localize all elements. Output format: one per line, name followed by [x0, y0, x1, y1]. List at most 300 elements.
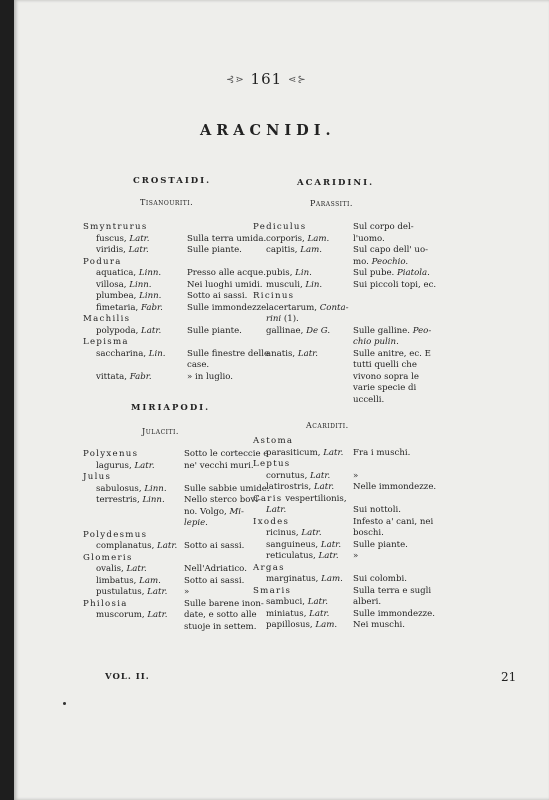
species-name: papillosus, — [266, 620, 316, 630]
list-item — [253, 257, 443, 269]
habitat-note — [353, 620, 405, 632]
subsection-tisanouriti: Tisanouriti. — [140, 198, 194, 207]
taxon-name — [83, 599, 128, 609]
taxon-name — [253, 540, 341, 550]
author-name: Lam. — [139, 575, 161, 586]
taxon-name — [253, 314, 299, 324]
habitat-text: Sulle piante. — [187, 325, 242, 336]
ornament-left: ⊰⋗ — [226, 74, 245, 86]
habitat-note — [353, 551, 358, 563]
list-item — [83, 372, 263, 384]
list-item — [253, 360, 443, 372]
genus-name: Podura — [83, 256, 122, 267]
section-title-miriapodi: MIRIAPODI. — [131, 403, 211, 413]
author-name: Latr. — [134, 460, 155, 471]
list-item — [253, 372, 443, 384]
taxon-name — [253, 291, 294, 301]
list-item — [83, 518, 263, 530]
taxon-name — [253, 245, 322, 255]
list-item — [253, 505, 443, 517]
taxon-name — [253, 574, 343, 584]
taxon-name — [83, 222, 148, 232]
taxon-name — [83, 610, 168, 620]
author-name: Latr. — [141, 325, 162, 336]
habitat-note — [184, 564, 247, 576]
habitat-note — [184, 576, 244, 588]
taxon-name — [253, 436, 293, 446]
list-item — [253, 586, 443, 598]
species-name: cornutus, — [266, 470, 311, 481]
habitat-note — [353, 222, 414, 234]
taxon-name — [253, 609, 329, 619]
habitat-note — [353, 268, 430, 280]
subsection-acariditi: Acariditi. — [306, 421, 349, 430]
taxon-name — [83, 257, 122, 267]
habitat-italic: Mi- — [229, 506, 244, 517]
author-name: Linn. — [138, 268, 162, 278]
list-item — [83, 576, 263, 588]
genus-name: Glomeris — [83, 552, 133, 563]
list-item — [83, 507, 263, 519]
taxon-name — [253, 326, 330, 336]
habitat-text: boschi. — [353, 528, 384, 538]
habitat-italic: Peo- — [412, 325, 432, 336]
genus-name: Polyxenus — [83, 449, 139, 459]
list-item — [83, 360, 263, 372]
page-dot — [63, 702, 66, 705]
list-item — [253, 551, 443, 563]
habitat-text: varie specie di — [353, 383, 417, 393]
author-name: De G. — [306, 325, 331, 336]
taxon-name — [83, 291, 161, 301]
habitat-note — [353, 517, 433, 529]
taxon-name — [253, 517, 289, 527]
habitat-text: case. — [187, 360, 210, 370]
author-name: Fabr. — [141, 302, 163, 313]
taxon-name — [83, 234, 150, 244]
taxon-name — [83, 349, 166, 359]
author-name: Latr. — [129, 233, 150, 244]
habitat-text: tutti quelli che — [353, 360, 417, 370]
list-item — [83, 530, 263, 542]
genus-name: Smaris — [253, 585, 292, 596]
list-item — [83, 302, 269, 315]
species-name: saccharina, — [96, 348, 149, 359]
author-name: Linn. — [144, 483, 167, 494]
list-item — [253, 314, 443, 326]
species-name: villosa, — [96, 279, 130, 290]
habitat-text: » — [184, 587, 190, 597]
list-item — [83, 233, 267, 246]
habitat-note — [184, 507, 244, 519]
species-name: reticulatus, — [266, 551, 319, 561]
taxon-name — [253, 482, 334, 492]
habitat-text: Nello sterco bovi- — [184, 495, 261, 505]
species-name: gallinae, — [266, 325, 307, 336]
species-name: aquatica, — [96, 268, 139, 278]
genus-name: Ricinus — [253, 291, 295, 301]
list-item — [83, 610, 263, 622]
species-name: vittata, — [96, 371, 130, 382]
list-item — [253, 597, 443, 609]
habitat-text: Sotto ai sassi. — [184, 541, 245, 551]
habitat-text: Sul corpo del- — [353, 222, 414, 232]
volume-label: VOL. II. — [105, 672, 150, 682]
habitat-note — [353, 471, 358, 483]
list-item — [253, 436, 443, 448]
ornament-right: ⋖⊱ — [287, 74, 307, 86]
habitat-note — [353, 372, 419, 384]
taxon-name — [83, 587, 167, 597]
list-item — [253, 563, 443, 575]
list-item — [83, 461, 263, 473]
page-number: 161 — [250, 70, 283, 88]
taxon-name — [253, 448, 343, 458]
name-continuation: vespertilionis, — [282, 493, 347, 504]
list-item — [253, 471, 443, 483]
list-item — [253, 395, 443, 407]
name-continuation: (1). — [281, 314, 299, 324]
habitat-italic: chio pulin. — [353, 337, 399, 347]
habitat-note — [353, 609, 435, 621]
habitat-note — [353, 280, 436, 292]
habitat-note — [184, 610, 257, 622]
habitat-note — [353, 234, 385, 246]
taxon-name — [253, 222, 306, 232]
taxon-name — [83, 372, 152, 382]
taxon-name — [83, 303, 163, 313]
taxon-name — [83, 541, 177, 551]
habitat-text: Sotto ai sassi. — [184, 575, 245, 586]
author-name: Latr. — [323, 447, 344, 458]
habitat-text: Sulle galline. — [353, 325, 413, 336]
author-name: Latr. — [297, 348, 319, 359]
habitat-text: l'uomo. — [353, 233, 385, 244]
species-name: viridis, — [96, 245, 129, 255]
list-item — [83, 245, 263, 257]
taxon-name — [83, 268, 161, 278]
author-name: Latr. — [313, 482, 335, 492]
taxon-name — [253, 505, 286, 515]
list-item — [253, 620, 443, 632]
author-name: Fabr. — [129, 371, 152, 382]
section-title-crostaidi: CROSTAIDI. — [133, 176, 212, 186]
habitat-text: uccelli. — [353, 394, 385, 405]
genus-name: Lepisma — [83, 337, 129, 347]
subsection-julaciti: Julaciti. — [142, 427, 179, 436]
list-item — [253, 540, 443, 552]
taxon-name — [83, 326, 161, 336]
habitat-note — [187, 291, 247, 303]
taxon-name — [253, 303, 348, 313]
author-name: Latr. — [128, 245, 149, 255]
habitat-note — [353, 360, 417, 372]
author-name: Latr. — [157, 541, 178, 551]
habitat-text: date, e sotto alle — [184, 610, 257, 620]
list-acariditi — [253, 436, 443, 632]
list-item — [83, 495, 263, 507]
page-title: ARACNIDI. — [200, 122, 336, 139]
species-name: sabulosus, — [96, 483, 145, 494]
list-crostaidi — [83, 222, 270, 383]
list-item — [83, 326, 263, 338]
taxon-name — [83, 449, 138, 459]
taxon-name — [253, 528, 322, 538]
genus-name: Pediculus — [253, 222, 307, 232]
list-item — [253, 494, 443, 506]
author-name: Lin. — [295, 268, 312, 278]
species-name: sanguineus, — [266, 539, 321, 550]
author-name: Lin. — [148, 348, 166, 359]
habitat-note — [353, 395, 384, 407]
list-item — [83, 587, 263, 599]
list-item — [253, 459, 443, 471]
habitat-note — [353, 448, 410, 460]
species-name: limbatus, — [96, 575, 140, 586]
list-item — [83, 599, 263, 611]
taxon-name — [253, 620, 337, 630]
taxon-name — [83, 245, 149, 255]
habitat-note — [184, 622, 256, 634]
section-title-acaridini: ACARIDINI. — [297, 178, 375, 188]
habitat-italic: lepie. — [184, 518, 208, 528]
author-name: Latr. — [320, 539, 342, 550]
habitat-text: » — [353, 470, 359, 481]
habitat-note — [184, 587, 189, 599]
list-item — [83, 222, 263, 234]
signature-mark: 21 — [501, 670, 517, 684]
species-name: miniatus, — [266, 608, 310, 619]
author-name: Latr. — [147, 587, 168, 597]
habitat-note — [187, 245, 242, 257]
taxon-name — [83, 530, 147, 540]
list-item — [83, 472, 263, 484]
taxon-name — [83, 314, 130, 324]
author-name: Lam. — [315, 620, 338, 630]
genus-name: Caris — [253, 493, 283, 504]
list-item — [253, 303, 443, 315]
author-name: rini — [266, 314, 282, 324]
taxon-name — [253, 586, 291, 596]
taxon-name — [83, 337, 129, 347]
habitat-text: no. Volgo, — [184, 506, 230, 517]
habitat-note — [353, 383, 416, 395]
list-item — [253, 517, 443, 529]
list-item — [83, 257, 263, 269]
habitat-note — [353, 245, 428, 257]
habitat-text: Sui nottoli. — [353, 505, 401, 515]
species-name: corporis, — [266, 233, 308, 244]
taxon-name — [83, 564, 147, 574]
habitat-note — [353, 326, 431, 338]
habitat-text: mo. — [353, 256, 372, 267]
taxon-name — [253, 268, 312, 278]
book-page — [14, 0, 549, 800]
taxon-name — [83, 484, 167, 494]
author-name: Linn. — [129, 279, 152, 290]
habitat-text: vivono sopra le — [353, 371, 419, 382]
habitat-text: » — [353, 551, 359, 561]
list-item — [253, 609, 443, 621]
habitat-text: Nei luoghi umidi. — [187, 279, 263, 290]
list-item — [83, 291, 263, 303]
genus-name: Astoma — [253, 436, 294, 446]
list-item — [253, 349, 443, 361]
genus-name: Polydesmus — [83, 529, 148, 540]
species-name: musculi, — [266, 279, 306, 290]
list-item — [83, 541, 263, 553]
habitat-note — [353, 505, 401, 517]
author-name: Latr. — [309, 608, 330, 619]
habitat-text: Sulle finestre delle — [187, 348, 270, 359]
habitat-text: Nelle immondezze. — [353, 482, 437, 492]
habitat-note — [353, 337, 399, 349]
taxon-name — [83, 495, 165, 505]
habitat-note — [184, 518, 208, 530]
habitat-text: Nei muschi. — [353, 620, 406, 630]
habitat-text: ne' vecchi muri. — [184, 460, 254, 471]
habitat-note — [187, 326, 242, 338]
taxon-name — [253, 234, 329, 244]
taxon-name — [253, 459, 291, 469]
habitat-text: Fra i muschi. — [353, 447, 411, 458]
list-item — [253, 222, 443, 234]
habitat-text: Sulle piante. — [353, 539, 408, 550]
habitat-note — [353, 482, 436, 494]
author-name: Latr. — [126, 564, 147, 574]
genus-name: Smyntrurus — [83, 222, 148, 232]
species-name: lacertarum, — [266, 302, 320, 313]
list-item — [83, 483, 270, 496]
habitat-note — [353, 528, 384, 540]
genus-name: Julus — [83, 472, 112, 482]
habitat-note — [353, 597, 381, 609]
list-item — [253, 574, 443, 586]
author-name: Lin. — [305, 279, 323, 290]
species-name: muscorum, — [96, 610, 148, 620]
habitat-note — [184, 599, 264, 611]
taxon-name — [253, 551, 339, 561]
genus-name: Ixodes — [253, 516, 290, 527]
author-name: Latr. — [147, 610, 168, 620]
list-item — [83, 268, 266, 280]
habitat-text: Sulla terra umida. — [187, 233, 267, 244]
author-name: Linn. — [142, 495, 165, 505]
taxon-name — [83, 576, 161, 586]
habitat-text: » in luglio. — [187, 371, 234, 382]
author-name: Lam. — [307, 233, 330, 244]
list-acaridini — [253, 222, 443, 406]
list-item — [253, 268, 443, 280]
habitat-text: Sulla terra e sugli — [353, 585, 432, 596]
habitat-italic: Piatola. — [397, 268, 430, 278]
habitat-text: Nell'Adriatico. — [184, 564, 247, 574]
habitat-text: Sotto ai sassi. — [187, 291, 248, 301]
list-item — [253, 448, 443, 460]
habitat-text: stuoje in settem. — [184, 621, 257, 632]
list-item — [83, 337, 263, 349]
list-item — [253, 383, 443, 395]
habitat-text: Sotto le corteccie e — [184, 449, 269, 459]
species-name: fimetaria, — [96, 302, 141, 313]
author-name: Lam. — [300, 245, 322, 255]
habitat-note — [187, 372, 233, 384]
list-item — [253, 337, 443, 349]
list-item — [253, 280, 443, 292]
species-name: lagurus, — [96, 460, 135, 471]
list-item — [83, 449, 269, 461]
habitat-text: Sulle sabbie umide. — [184, 483, 270, 494]
habitat-text: Sul pube. — [353, 268, 397, 278]
taxon-name — [253, 494, 347, 504]
taxon-name — [253, 349, 318, 359]
species-name: complanatus, — [96, 541, 158, 551]
habitat-note — [184, 495, 261, 507]
habitat-note — [184, 461, 254, 473]
species-name: pubis, — [266, 268, 296, 278]
author-name: Latr. — [310, 470, 331, 481]
habitat-italic: Peochio. — [371, 256, 409, 267]
habitat-text: Sulle immondezze. — [353, 608, 435, 619]
habitat-text: Sulle anitre, ec. E — [353, 348, 431, 359]
taxon-name — [83, 553, 133, 563]
taxon-name — [83, 461, 155, 471]
habitat-note — [353, 257, 408, 269]
habitat-note — [184, 541, 244, 553]
taxon-name — [253, 471, 330, 481]
habitat-text: Sui colombi. — [353, 574, 407, 584]
taxon-name — [83, 280, 152, 290]
list-item — [253, 528, 443, 540]
subsection-parassiti: Parassiti. — [310, 199, 353, 208]
habitat-text: Sulle barene inon- — [184, 598, 264, 609]
genus-name: Leptus — [253, 459, 291, 469]
species-name: ricinus, — [266, 528, 302, 538]
list-item — [83, 622, 263, 634]
habitat-note — [353, 540, 408, 552]
list-item — [253, 234, 443, 246]
habitat-text: Sui piccoli topi, ec. — [353, 279, 437, 290]
species-name: pustulatus, — [96, 587, 148, 597]
species-name: marginatus, — [266, 574, 322, 584]
habitat-text: Sulle immondezze. — [187, 302, 269, 313]
author-name: Latr. — [266, 505, 287, 515]
species-name: plumbea, — [96, 291, 140, 301]
list-item — [253, 326, 443, 338]
habitat-text: Sulle piante. — [187, 245, 242, 255]
habitat-text: Presso alle acque. — [187, 268, 266, 278]
list-item — [83, 314, 263, 326]
page-number-line — [226, 70, 307, 88]
author-name: Latr. — [318, 551, 339, 561]
list-item — [253, 482, 443, 494]
taxon-name — [253, 563, 285, 573]
list-item — [83, 348, 270, 361]
taxon-name — [253, 597, 328, 607]
taxon-name — [83, 472, 111, 482]
species-name: parasiticum, — [266, 447, 324, 458]
habitat-note — [187, 360, 209, 372]
species-name: fuscus, — [96, 233, 130, 244]
list-item — [83, 564, 263, 576]
habitat-note — [353, 574, 407, 586]
habitat-note — [353, 349, 431, 361]
genus-name: Philosia — [83, 598, 128, 609]
genus-name: Argas — [253, 562, 285, 573]
author-name: Linn. — [139, 291, 162, 301]
list-item — [253, 245, 443, 257]
habitat-note — [353, 586, 431, 598]
